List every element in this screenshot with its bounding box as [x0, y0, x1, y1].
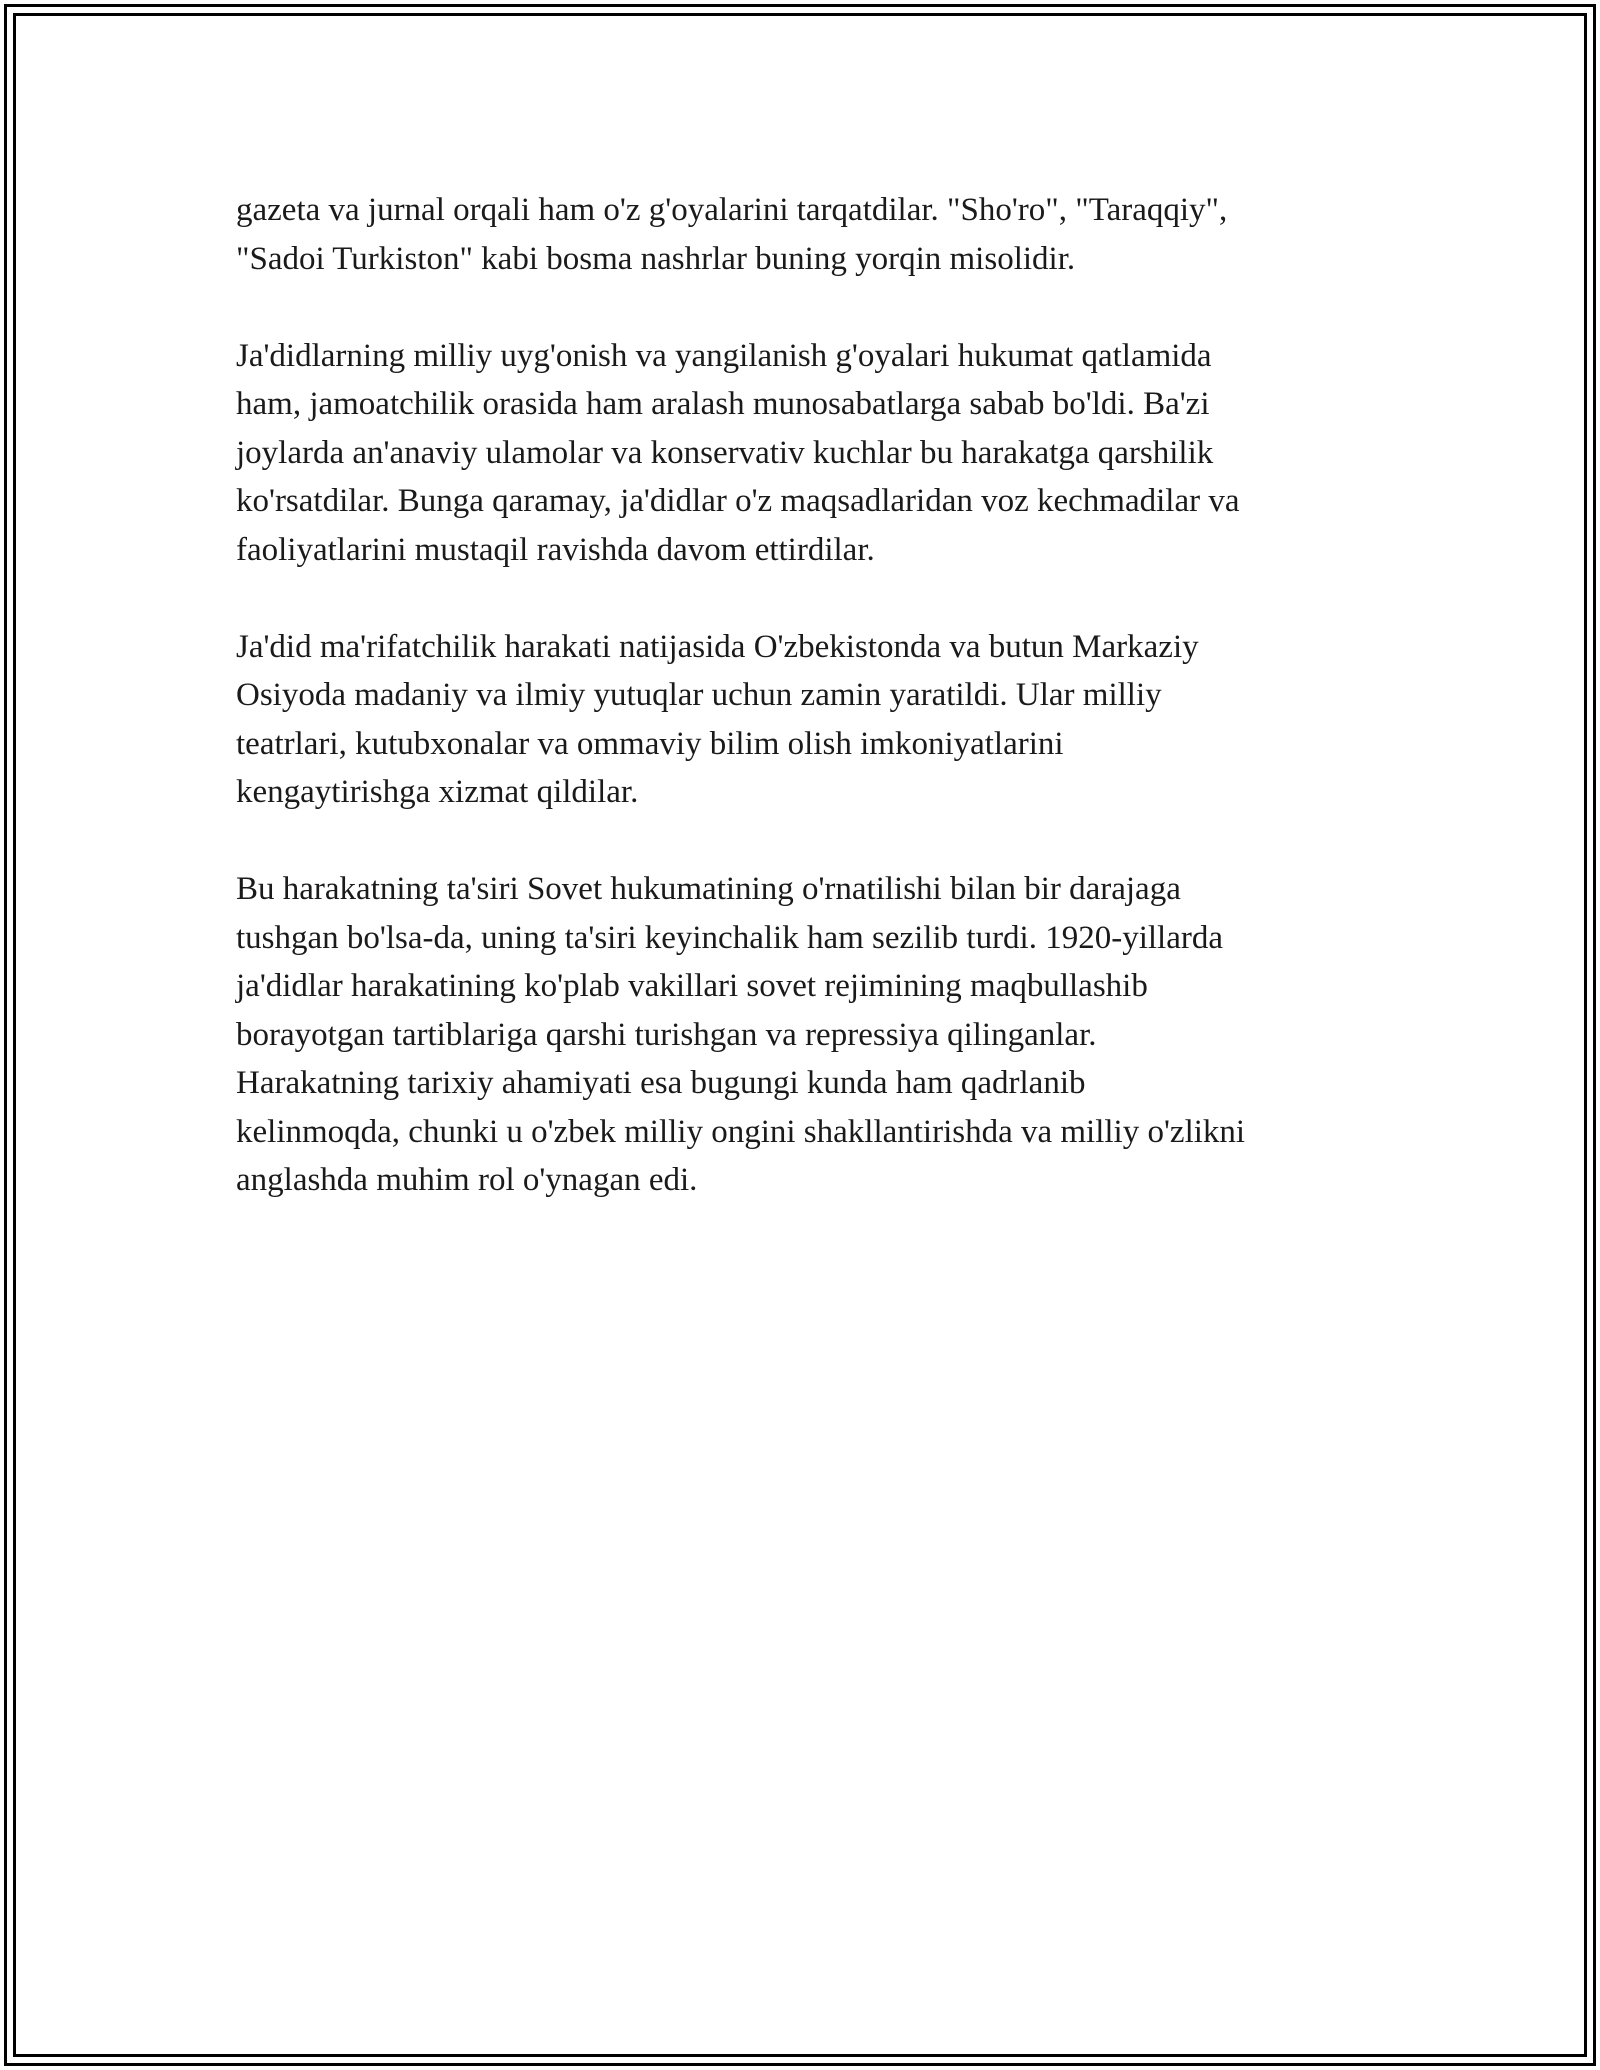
paragraph-3: Ja'did ma'rifatchilik harakati natijasida O'zbekistonda va butun Markaziy Osiyoda madaniy va ilmiy yutuqlar uchun zamin yaratildi. Ular milliy teatrlari, kutubxonalar va ommaviy bilim olish imkoniyatlarini kengaytirishga xizmat qildilar. [236, 628, 1199, 810]
paragraph-2: Ja'didlarning milliy uyg'onish va yangilanish g'oyalari hukumat qatlamida ham, jamoatchilik orasida ham aralash munosabatlarga sabab bo'ldi. Ba'zi joylarda an'anaviy ulamolar va konservativ kuchlar bu harakatga qarshilik ko'rsatdilar. Bunga qaramay, ja'didlar o'z maqsadlaridan voz kechmadilar va faoliyatlarini mustaqil ravishda davom ettirdilar. [236, 337, 1240, 568]
page-body [236, 186, 1376, 1253]
paragraph-1: gazeta va jurnal orqali ham o'z g'oyalarini tarqatdilar. "Sho'ro", "Taraqqiy", "Sadoi Turkiston" kabi bosma nashrlar buning yorqin misolidir. [236, 192, 1228, 277]
paragraph-4: Bu harakatning ta'siri Sovet hukumatining o'rnatilishi bilan bir darajaga tushgan bo'lsa-da, uning ta'siri keyinchalik ham sezilib turdi. 1920-yillarda ja'didlar harakatining ko'plab vakillari sovet rejimining maqbullashib borayotgan tartiblariga qarshi turishgan va repressiya qilinganlar. Harakatning tarixiy ahamiyati esa bugungi kunda ham qadrlanib kelinmoqda, chunki u o'zbek milliy ongini shakllantirishda va milliy o'zlikni anglashda muhim rol o'ynagan edi. [236, 871, 1246, 1198]
